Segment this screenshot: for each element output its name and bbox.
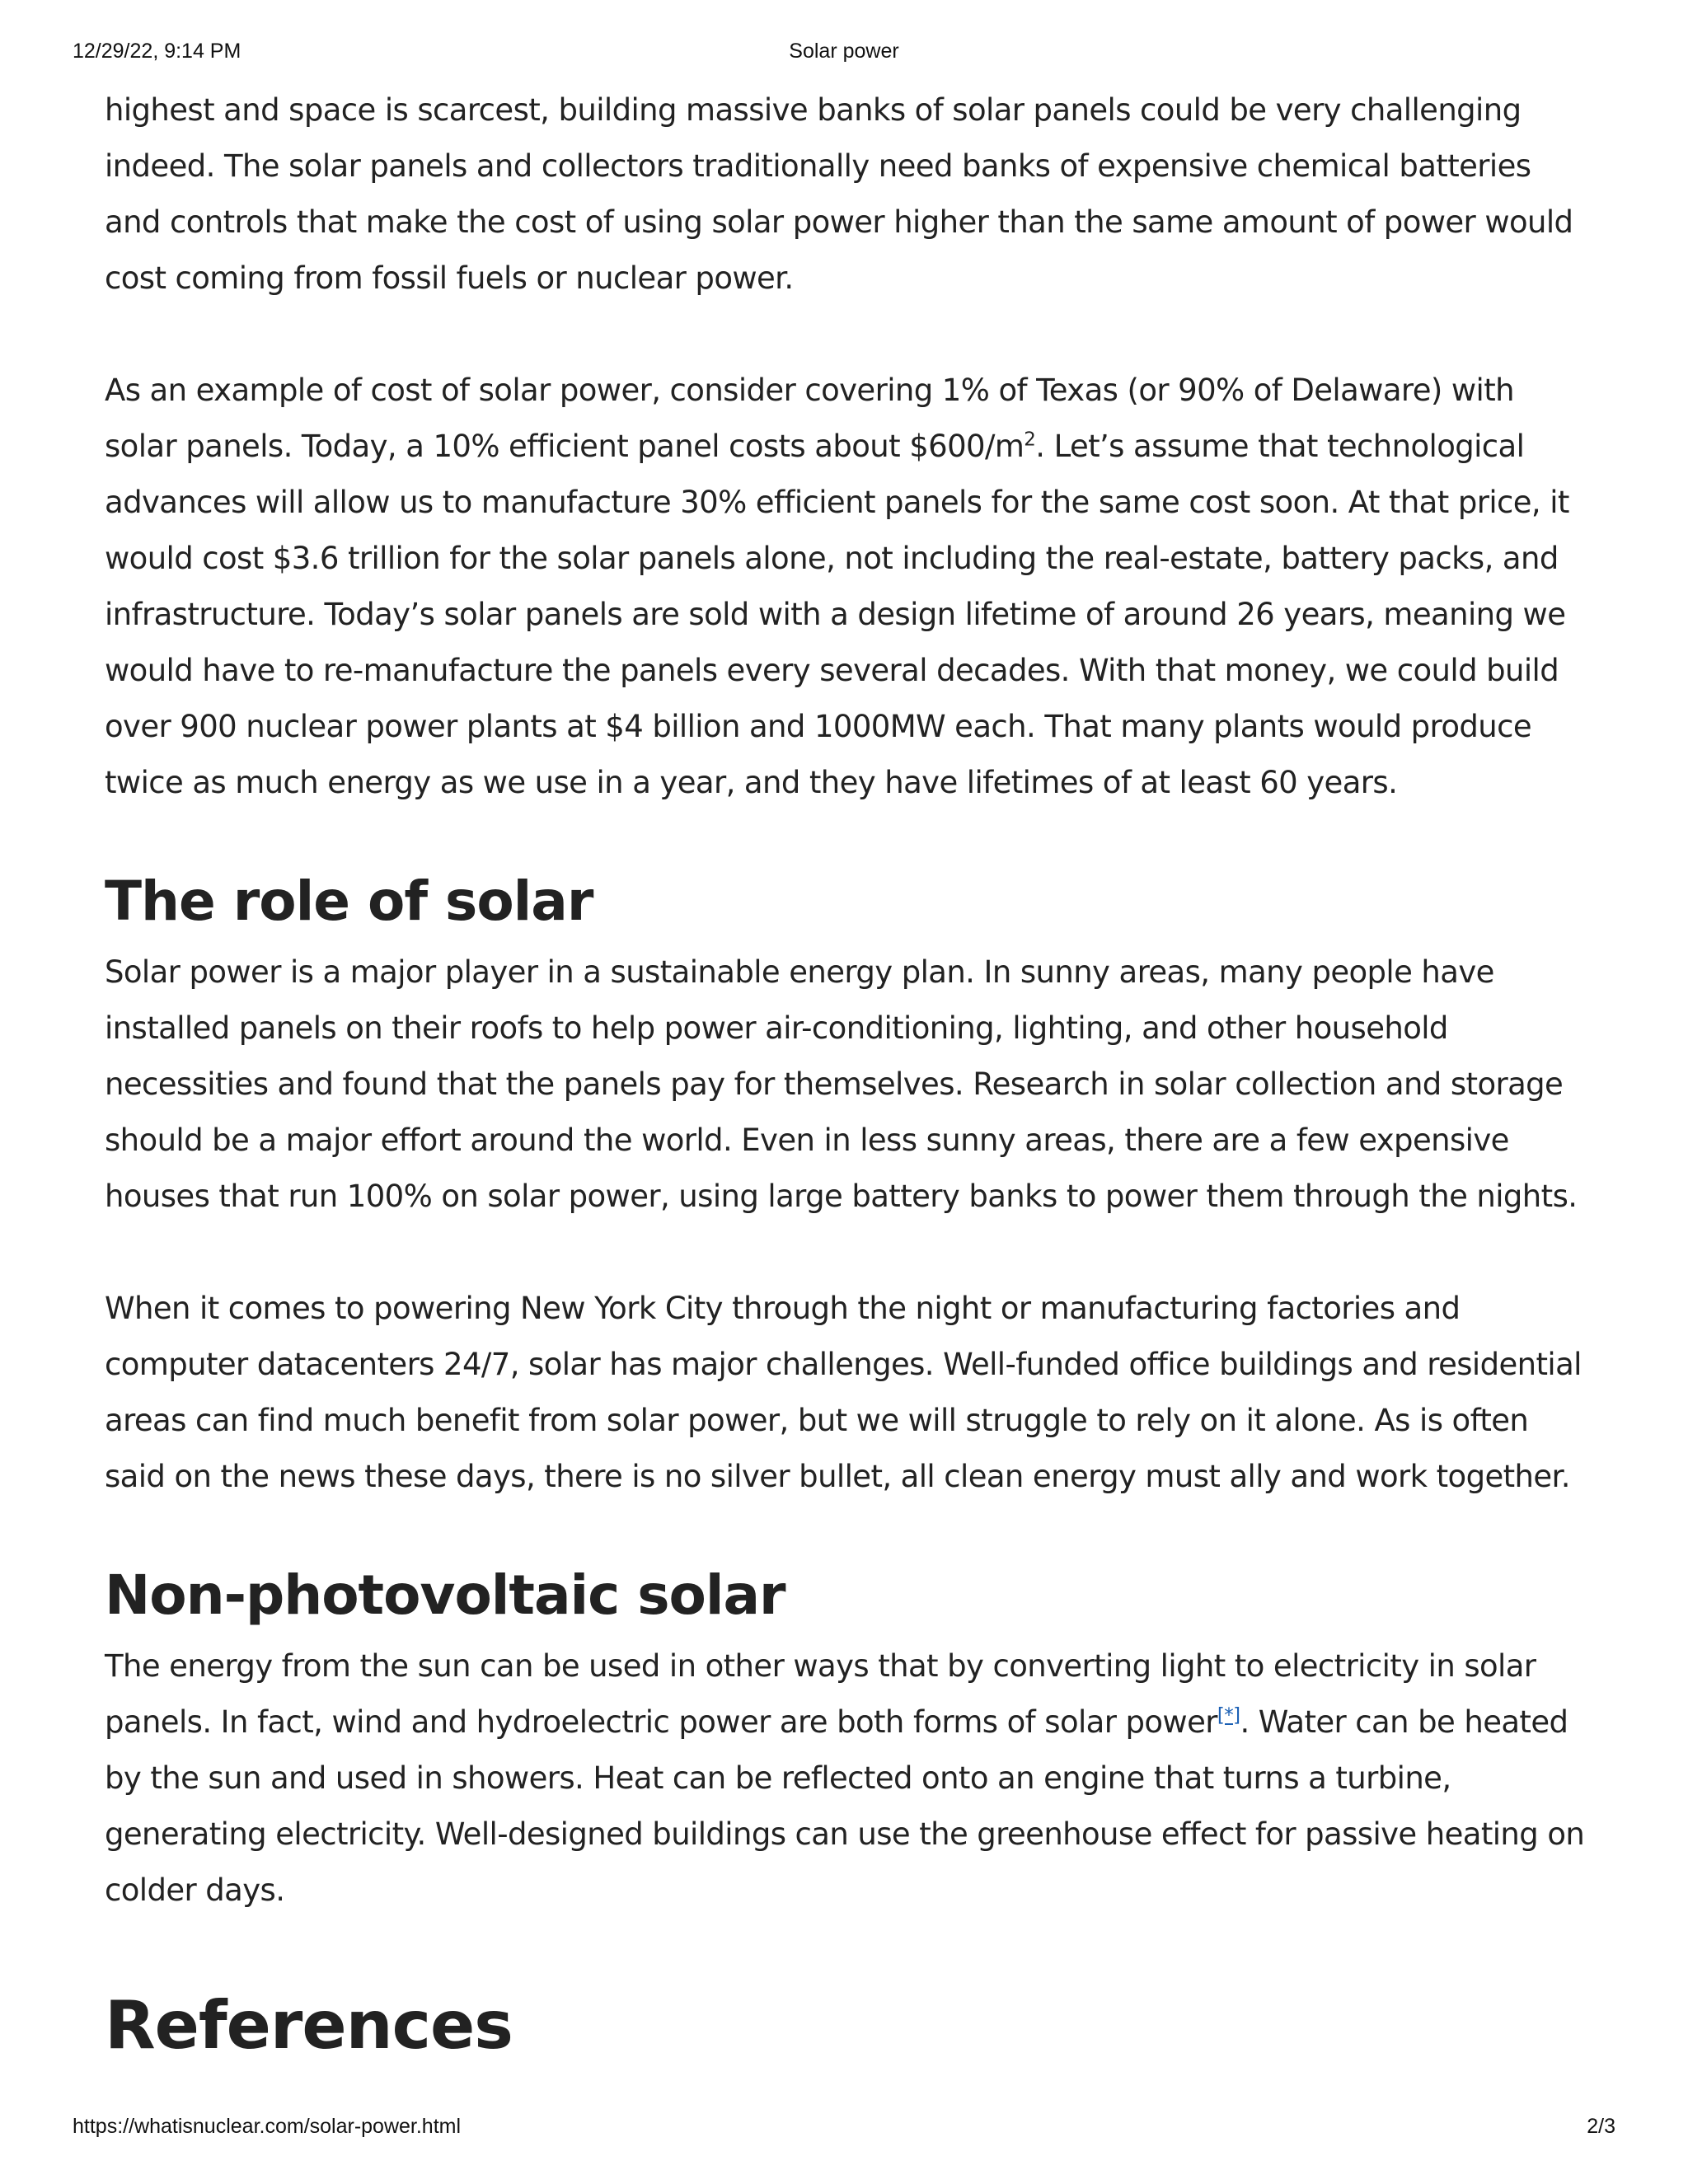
paragraph-text: . Let’s assume that technological advances will allow us to manufacture 30% efficient panels for the same cost soon. At that price, it would cost $3.6 trillion for the solar panels alone, not including the real-estate, battery packs, and infrastructure. Today’s solar panels are sold with a design lifetime of around 26 years, meaning we would have to re-manufacture the panels every several decades. With that money, we could build over 900 nuclear power plants at $4 billion and 1000MW each. That many plants would produce twice as much energy as we use in a year, and they have lifetimes of at least 60 years. (105, 429, 1569, 800)
paragraph-non-photovoltaic (105, 1638, 1588, 1919)
paragraph-role-of-solar (105, 944, 1588, 1225)
paragraph-text: As an example of cost of solar power, consider covering 1% of Texas (or 90% of Delaware) with solar panels. Today, a 10% efficient panel costs about $600/m (105, 373, 1514, 464)
print-header (73, 40, 1615, 68)
paragraph-text: . Water can be heated by the sun and used in showers. Heat can be reflected onto an engine that turns a turbine, generating electricity. Well-designed buildings can use the greenhouse effect for passive heating on colder days. (105, 1704, 1585, 1908)
paragraph-solar-cost-example (105, 363, 1588, 811)
heading-non-photovoltaic-solar: Non-photovoltaic solar (105, 1563, 785, 1627)
print-datetime: 12/29/22, 9:14 PM (73, 40, 241, 63)
paragraph-text: When it comes to powering New York City through the night or manufacturing factories and computer datacenters 24/7, solar has major challenges. Well-funded office buildings and residential areas can find much benefit from solar power, but we will struggle to rely on it alone. As is often said on the news these days, there is no silver bullet, all clean energy must ally and work together. (105, 1291, 1582, 1494)
print-page-title: Solar power (789, 40, 899, 63)
heading-role-of-solar: The role of solar (105, 869, 593, 933)
paragraph-text: Solar power is a major player in a sustainable energy plan. In sunny areas, many people have installed panels on their roofs to help power air-conditioning, lighting, and other household necessities and found that the panels pay for themselves. Research in solar collection and storage should be a major effort around the world. Even in less sunny areas, there are a few expensive houses that run 100% on solar power, using large battery banks to power them through the nights. (105, 954, 1578, 1214)
article-body (105, 82, 1588, 2067)
print-page-number: 2/3 (1587, 2115, 1615, 2138)
paragraph-text: highest and space is scarcest, building massive banks of solar panels could be very challenging indeed. The solar panels and collectors traditionally need banks of expensive chemical batteries and controls that make the cost of using solar power higher than the same amount of power would cost coming from fossil fuels or nuclear power. (105, 92, 1573, 296)
paragraph-solar-challenges (105, 82, 1588, 307)
paragraph-solar-limitations (105, 1281, 1588, 1505)
print-footer (73, 2115, 1615, 2143)
footnote-link[interactable]: [*] (1217, 1704, 1240, 1727)
heading-references: References (105, 1987, 513, 2064)
paragraph-text: The energy from the sun can be used in other ways that by converting light to electricity in solar panels. In fact, wind and hydroelectric power are both forms of solar power (105, 1648, 1536, 1740)
print-url: https://whatisnuclear.com/solar-power.html (73, 2115, 462, 2138)
superscript-squared: 2 (1024, 429, 1036, 451)
